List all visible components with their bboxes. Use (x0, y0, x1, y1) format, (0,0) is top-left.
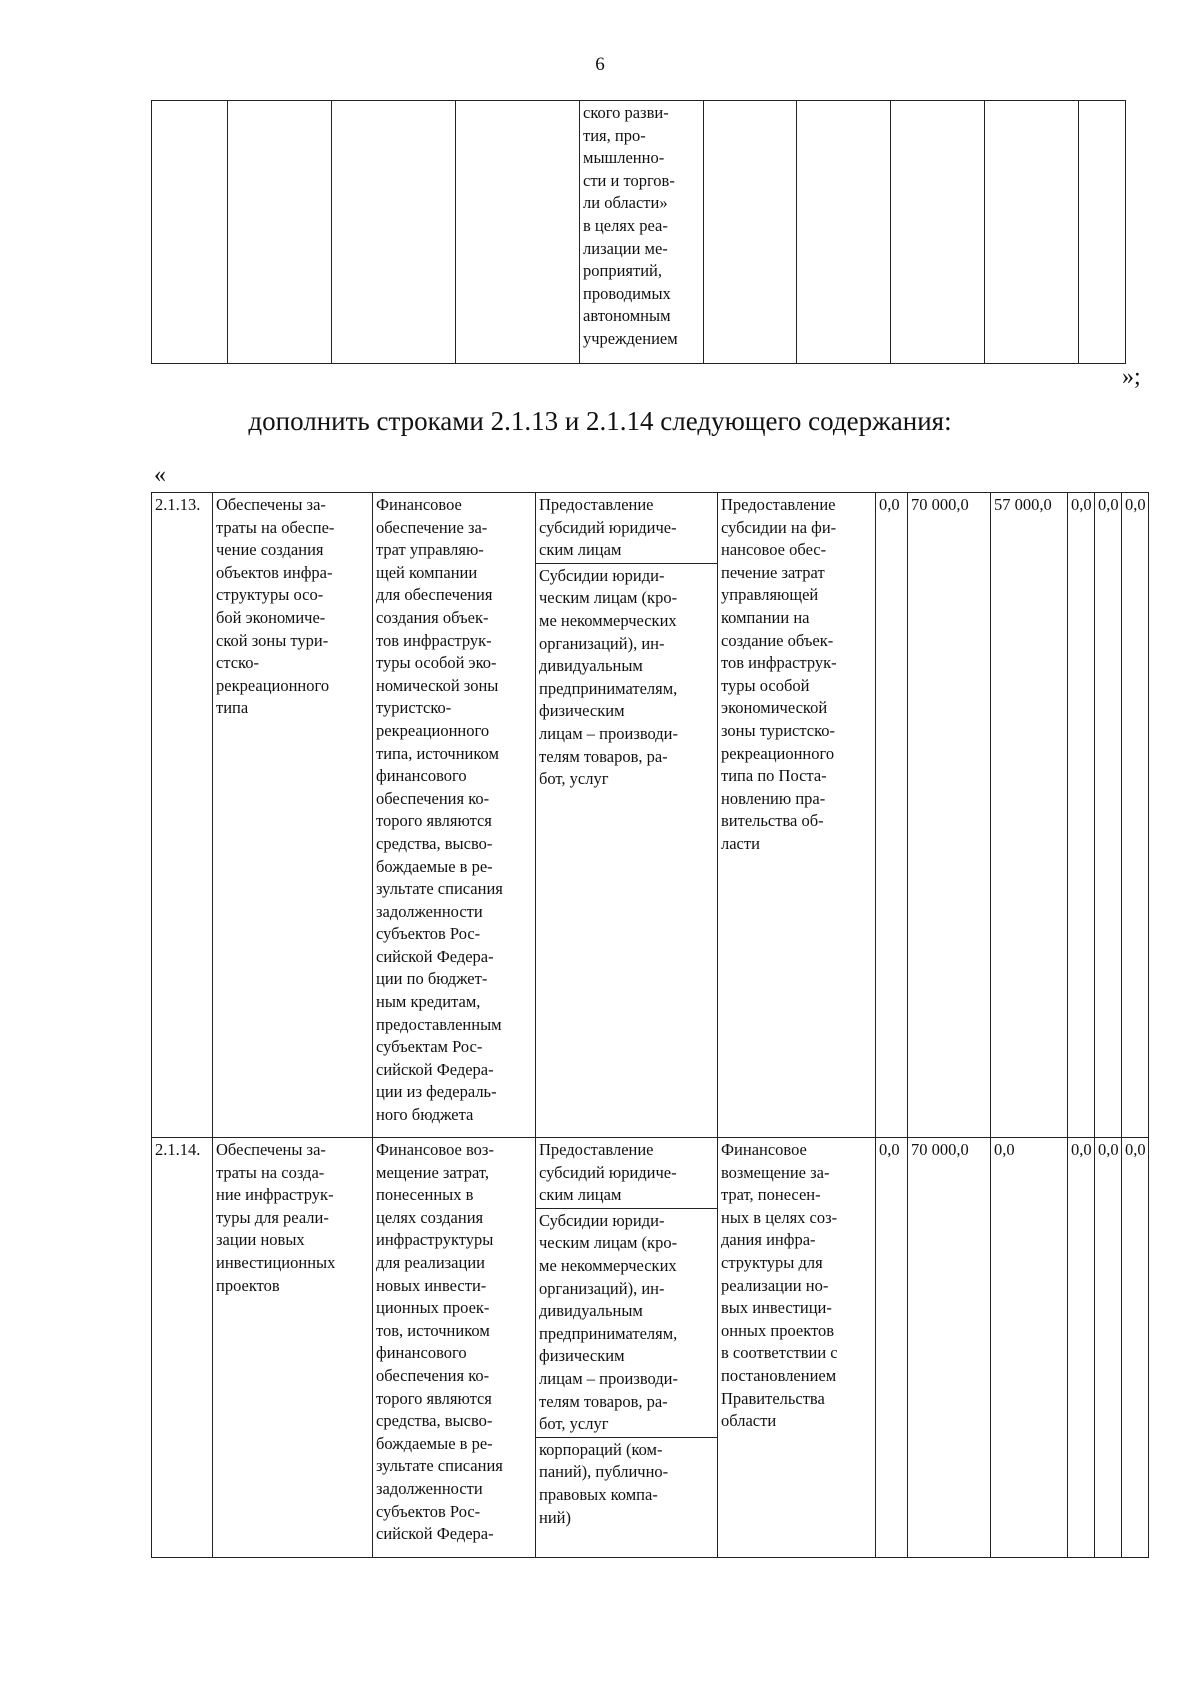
value-cell (991, 1138, 1068, 1558)
row-number-cell (152, 493, 213, 1138)
value-cell (991, 493, 1068, 1138)
direction-continuation-cell (580, 101, 704, 364)
direction-item: Субсидии юриди- ческим лицам (кро- ме некоммерческих организаций), ин- дивидуальным предпринимателям, физическим лицам – производи- телям товаров, ра- бот, услуг (536, 1208, 717, 1437)
direction-cell (536, 493, 718, 1138)
empty-cell (797, 101, 891, 364)
direction-cell (536, 1138, 718, 1558)
result-cell (213, 1138, 373, 1558)
opening-quote: « (154, 462, 166, 488)
value-cell (1068, 1138, 1095, 1558)
result-cell (213, 493, 373, 1138)
value-text: 0,0 (1098, 495, 1119, 514)
description-text: Финансовое возмещение за- трат, понесен- ных в целях соз- дания инфра- структуры для реализации но- вых инвестици- онных проектов в соответствии с постановлением Правительства области (721, 1140, 838, 1431)
table-row-2-1-13 (152, 493, 1149, 1138)
empty-cell (228, 101, 332, 364)
continuation-table (151, 100, 1126, 364)
value-text: 70 000,0 (911, 1140, 969, 1159)
event-text: Финансовое воз- мещение затрат, понесенных в целях создания инфраструктуры для реализации новых инвести- ционных проек- тов, источником финансового обеспечения ко- торого являются средства, высво- бождаемые в ре- зультате списания задолженности субъектов Рос- сийской Федера- (376, 1140, 503, 1544)
value-text: 70 000,0 (911, 495, 969, 514)
empty-cell (456, 101, 580, 364)
event-text: Финансовое обеспечение за- трат управляю- щей компании для обеспечения создания объек- тов инфраструк- туры особой эко- номической зоны туристско- рекреационного типа, источником финансового обеспечения ко- торого являются средства, высво- бождаемые в ре- зультате списания задолженности субъектов Рос- сийской Федера- ции по бюджет- ным кредитам, предоставленным субъектам Рос- сийской Федера- ции из федераль- ного бюджета (376, 495, 503, 1125)
empty-cell (891, 101, 985, 364)
value-text: 0,0 (879, 495, 900, 514)
empty-cell (332, 101, 456, 364)
closing-quote: »; (1122, 364, 1141, 390)
instruction-text: дополнить строками 2.1.13 и 2.1.14 следующего содержания: (248, 406, 952, 436)
result-text: Обеспечены за- траты на созда- ние инфраструк- туры для реали- зации новых инвестиционных проектов (216, 1140, 336, 1295)
value-cell (1095, 493, 1122, 1138)
value-text: 0,0 (994, 1140, 1015, 1159)
value-cell (1095, 1138, 1122, 1558)
page-number: 6 (595, 54, 605, 75)
direction-item: Субсидии юриди- ческим лицам (кро- ме некоммерческих организаций), ин- дивидуальным предпринимателям, физическим лицам – производи- телям товаров, ра- бот, услуг (536, 563, 717, 792)
empty-cell (704, 101, 797, 364)
value-cell (876, 1138, 908, 1558)
value-cell (908, 1138, 991, 1558)
value-text: 0,0 (1098, 1140, 1119, 1159)
direction-item: Предоставление субсидий юридиче- ским лицам (539, 1140, 677, 1205)
continuation-row (152, 101, 1126, 364)
row-number: 2.1.13. (155, 495, 201, 514)
result-text: Обеспечены за- траты на обеспе- чение создания объектов инфра- структуры осо- бой экономиче- ской зоны тури- стско- рекреационного типа (216, 495, 335, 718)
value-cell (1122, 493, 1149, 1138)
main-table (151, 492, 1149, 1558)
table-row-2-1-14 (152, 1138, 1149, 1558)
empty-cell (152, 101, 228, 364)
value-text: 0,0 (1125, 495, 1146, 514)
event-cell (373, 493, 536, 1138)
value-text: 0,0 (1125, 1140, 1146, 1159)
value-text: 0,0 (1071, 495, 1092, 514)
empty-cell (985, 101, 1079, 364)
empty-cell (1079, 101, 1126, 364)
value-cell (1068, 493, 1095, 1138)
value-text: 57 000,0 (994, 495, 1052, 514)
description-cell (718, 1138, 876, 1558)
value-cell (1122, 1138, 1149, 1558)
row-number: 2.1.14. (155, 1140, 201, 1159)
value-cell (876, 493, 908, 1138)
direction-item: Предоставление субсидий юридиче- ским лицам (539, 495, 677, 560)
value-text: 0,0 (879, 1140, 900, 1159)
direction-item: корпораций (ком- паний), публично- правовых компа- ний) (536, 1437, 717, 1530)
description-text: Предоставление субсидии на фи- нансовое обес- печение затрат управляющей компании на создание объек- тов инфраструк- туры особой экономической зоны туристско- рекреационного типа по Поста- новлению пра- вительства об- ласти (721, 495, 837, 853)
direction-continuation-text: ского разви- тия, про- мышленно- сти и торгов- ли области» в целях реа- лизации ме- роприятий, проводимых автономным учреждением (583, 103, 678, 348)
description-cell (718, 493, 876, 1138)
value-text: 0,0 (1071, 1140, 1092, 1159)
event-cell (373, 1138, 536, 1558)
row-number-cell (152, 1138, 213, 1558)
value-cell (908, 493, 991, 1138)
